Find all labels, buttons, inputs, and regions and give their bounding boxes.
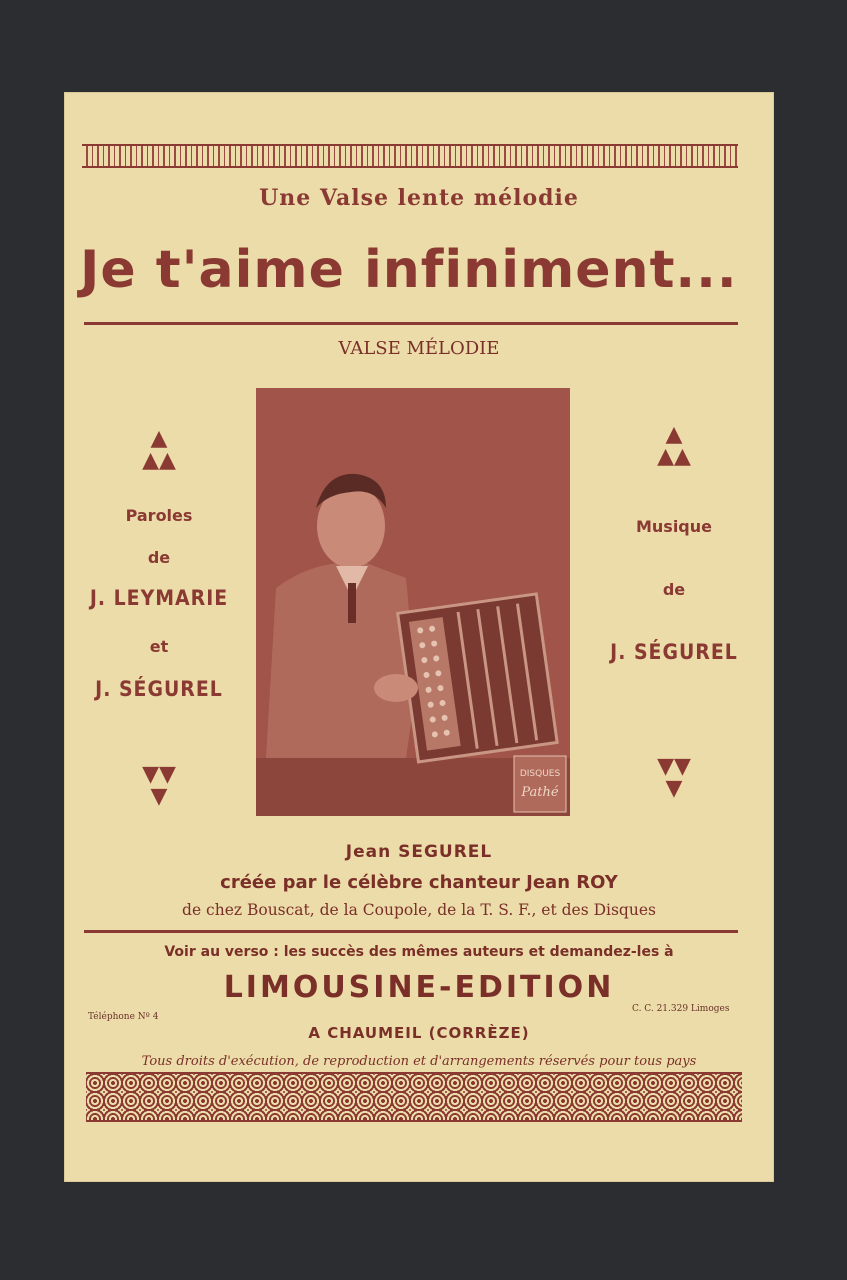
publisher-divider (84, 930, 738, 933)
left-triangle-up-icon: ▲ ▲▲ (142, 426, 176, 473)
disc-label-brand: Pathé (521, 785, 559, 800)
publisher-name: LIMOUSINE-EDITION (223, 970, 615, 1005)
accordionist-illustration (256, 388, 570, 816)
lyricist-1: J. LEYMARIE (89, 586, 229, 610)
top-ornamental-border (82, 144, 738, 168)
performer-credit: Jean SEGUREL (345, 842, 493, 862)
venues-credit: de chez Bouscat, de la Coupole, de la T. S. F., et des Disques (182, 901, 656, 919)
lyricist-2: J. SÉGUREL (95, 677, 223, 701)
disc-label-top: DISQUES (519, 769, 561, 779)
music-de-label: de (662, 580, 686, 599)
verso-note: Voir au verso : les succès des mêmes auteurs et demandez-les à (164, 944, 674, 960)
genre-label: VALSE MÉLODIE (338, 338, 500, 359)
rights-notice: Tous droits d'exécution, de reproduction et d'arrangements réservés pour tous pays (141, 1054, 697, 1069)
song-title: Je t'aime infiniment... (80, 240, 738, 300)
postal-account: C. C. 21.329 Limoges (632, 1004, 730, 1014)
right-triangle-up-icon: ▲ ▲▲ (657, 422, 691, 469)
phone-number: Téléphone Nº 4 (88, 1012, 159, 1022)
lyrics-role-label: Paroles (125, 506, 193, 525)
subtitle: Une Valse lente mélodie (259, 185, 579, 211)
title-divider (84, 322, 738, 325)
right-triangle-down-icon: ▼▼ ▼ (657, 754, 691, 801)
left-triangle-down-icon: ▼▼ ▼ (142, 762, 176, 809)
publisher-location: A CHAUMEIL (CORRÈZE) (308, 1024, 530, 1042)
bottom-ornamental-border (86, 1072, 742, 1122)
composer: J. SÉGUREL (610, 640, 738, 664)
created-by-credit: créée par le célèbre chanteur Jean ROY (220, 872, 618, 893)
lyricist-conjunction: et (149, 637, 169, 656)
music-role-label: Musique (635, 517, 712, 536)
sheet-music-cover (64, 92, 774, 1182)
lyrics-de-label: de (147, 548, 171, 567)
performer-photo (256, 388, 570, 816)
